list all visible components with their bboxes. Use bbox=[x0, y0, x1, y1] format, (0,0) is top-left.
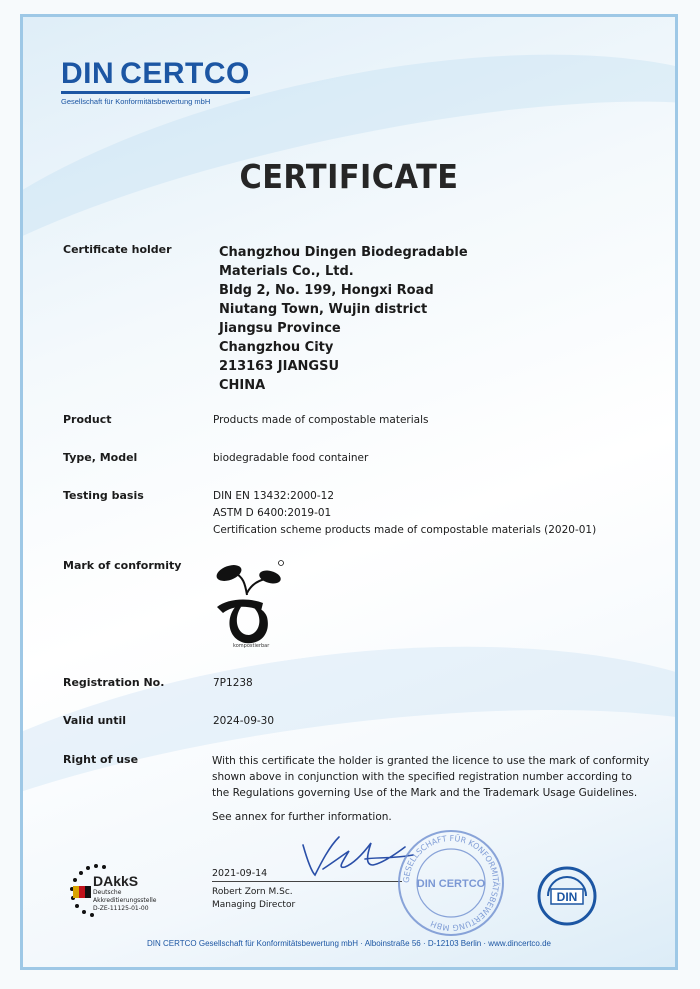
logo-word-din: DIN bbox=[61, 57, 115, 90]
valid-until-label: Valid until bbox=[63, 714, 127, 727]
holder-line: Changzhou Dingen Biodegradable bbox=[219, 245, 468, 260]
compostable-seedling-icon bbox=[207, 555, 287, 655]
annex-note: See annex for further information. bbox=[212, 811, 392, 823]
holder-label: Certificate holder bbox=[63, 243, 172, 256]
signatory-name: Robert Zorn M.Sc. bbox=[212, 887, 293, 897]
dincertco-logo bbox=[61, 59, 250, 106]
testing-basis-item: DIN EN 13432:2000-12 bbox=[213, 490, 335, 502]
testing-basis-item: Certification scheme products made of compostable materials (2020-01) bbox=[213, 524, 597, 536]
din-badge-icon bbox=[536, 865, 598, 927]
dakks-block bbox=[93, 873, 156, 913]
din-badge-text: DIN bbox=[556, 890, 578, 904]
holder-line: Niutang Town, Wujin district bbox=[219, 302, 428, 317]
company-stamp bbox=[395, 827, 507, 939]
logo-wordmark bbox=[61, 59, 250, 94]
mark-caption: kompostierbar bbox=[233, 643, 270, 649]
type-model-value: biodegradable food container bbox=[213, 452, 369, 464]
product-value: Products made of compostable materials bbox=[213, 414, 429, 426]
dakks-line: D-ZE-11125-01-00 bbox=[93, 905, 149, 912]
holder-line: 213163 JIANGSU bbox=[219, 359, 340, 374]
mark-label: Mark of conformity bbox=[63, 559, 182, 572]
stamp-center-text: DIN CERTCO bbox=[416, 878, 486, 890]
product-label: Product bbox=[63, 413, 112, 426]
testing-basis-item: ASTM D 6400:2019-01 bbox=[213, 507, 332, 519]
testing-basis-list bbox=[213, 488, 596, 539]
dakks-name: DAkkS bbox=[93, 873, 139, 889]
type-model-label: Type, Model bbox=[63, 451, 138, 464]
registration-value: 7P1238 bbox=[213, 677, 253, 689]
right-of-use-label: Right of use bbox=[63, 753, 139, 766]
testing-basis-label: Testing basis bbox=[63, 489, 144, 502]
valid-until-value: 2024-09-30 bbox=[213, 715, 275, 727]
certificate-title: CERTIFICATE bbox=[239, 157, 459, 196]
holder-line: Materials Co., Ltd. bbox=[219, 264, 354, 279]
logo-word-certco: CERTCO bbox=[120, 57, 250, 90]
holder-line: CHINA bbox=[219, 378, 266, 393]
signature-date: 2021-09-14 bbox=[212, 868, 268, 879]
certificate-page bbox=[20, 14, 678, 970]
holder-line: Jiangsu Province bbox=[219, 321, 341, 336]
stamp-ring-text: GESELLSCHAFT FÜR KONFORMITÄTSBEWERTUNG MBH bbox=[401, 833, 501, 933]
holder-line: Changzhou City bbox=[219, 340, 334, 355]
logo-subtitle: Gesellschaft für Konformitätsbewertung mbH bbox=[61, 97, 211, 106]
footer-address: DIN CERTCO Gesellschaft für Konformitätsbewertung mbH · Alboinstraße 56 · D-12103 Berlin · www.dincertco.de bbox=[146, 939, 551, 948]
signature-line bbox=[212, 881, 402, 882]
holder-line: Bldg 2, No. 199, Hongxi Road bbox=[219, 283, 434, 298]
signatory-role: Managing Director bbox=[212, 900, 296, 910]
right-of-use-text: With this certificate the holder is granted the licence to use the mark of conformity shown above in conjunction with the specified registration number according to the Regulations governing Use of the Mark and the Trademark Usage Guidelines. bbox=[212, 755, 650, 799]
signatory bbox=[212, 886, 295, 912]
holder-address bbox=[219, 243, 468, 395]
dakks-line: Deutsche bbox=[93, 889, 122, 896]
dakks-line: Akkreditierungsstelle bbox=[93, 897, 157, 904]
registration-label: Registration No. bbox=[63, 676, 165, 689]
